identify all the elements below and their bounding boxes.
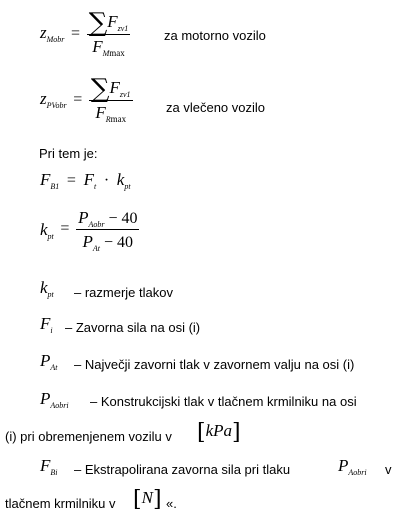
eq2-caption: za vlečeno vozilo: [166, 100, 265, 115]
symbol-paobri: $P_{Aobri}$: [40, 389, 69, 410]
symbol-pat: $P_{At}$: [40, 351, 58, 372]
symbol-fi: $F_i$: [40, 314, 53, 335]
intro-text: Pri tem je:: [39, 146, 98, 161]
def-kpt: – razmerje tlakov: [74, 285, 173, 300]
equation-kpt: $k_{pt}$ = $\frac{P_{Aobr} - 40}{P_{At} - 40}$: [40, 208, 138, 253]
unit-kpa-text: kPa: [205, 421, 233, 440]
equation-z-mobr: $z_{Mobr}$ = $\frac{\sum F_{zv1}}{F_{Mmax}}$: [40, 8, 129, 58]
def-fbi-line2: tlačnem krmilniku v: [5, 496, 116, 511]
eq1-caption: za motorno vozilo: [164, 28, 266, 43]
def-pat: – Največji zavorni tlak v zavornem valju na osi (i): [74, 357, 355, 372]
unit-n: [N]: [133, 487, 162, 512]
def-paobri-line1: – Konstrukcijski tlak v tlačnem krmilniku na osi: [90, 394, 357, 409]
symbol-fbi: $F_{Bi}$: [40, 456, 58, 477]
unit-kpa: [kPa]: [197, 420, 241, 445]
symbol-kpt: $k_{pt}$: [40, 278, 54, 299]
def-fbi-line1b: v: [385, 462, 392, 477]
equation-fb1: $F_{B1} = F_t \cdot k_{pt}$: [40, 170, 131, 191]
def-fi: – Zavorna sila na osi (i): [65, 320, 201, 335]
def-fbi-tail: «.: [166, 496, 177, 511]
symbol-paobri-inline: $P_{Aobri}$: [338, 456, 367, 477]
def-paobri-line2: (i) pri obremenjenem vozilu v: [5, 429, 172, 444]
unit-n-text: N: [141, 488, 153, 507]
equation-z-pvobr: $z_{PVobr}$ = $\frac{\sum F_{zv1}}{F_{Rmax}}$: [40, 74, 131, 124]
def-fbi-line1a: – Ekstrapolirana zavorna sila pri tlaku: [74, 462, 291, 477]
